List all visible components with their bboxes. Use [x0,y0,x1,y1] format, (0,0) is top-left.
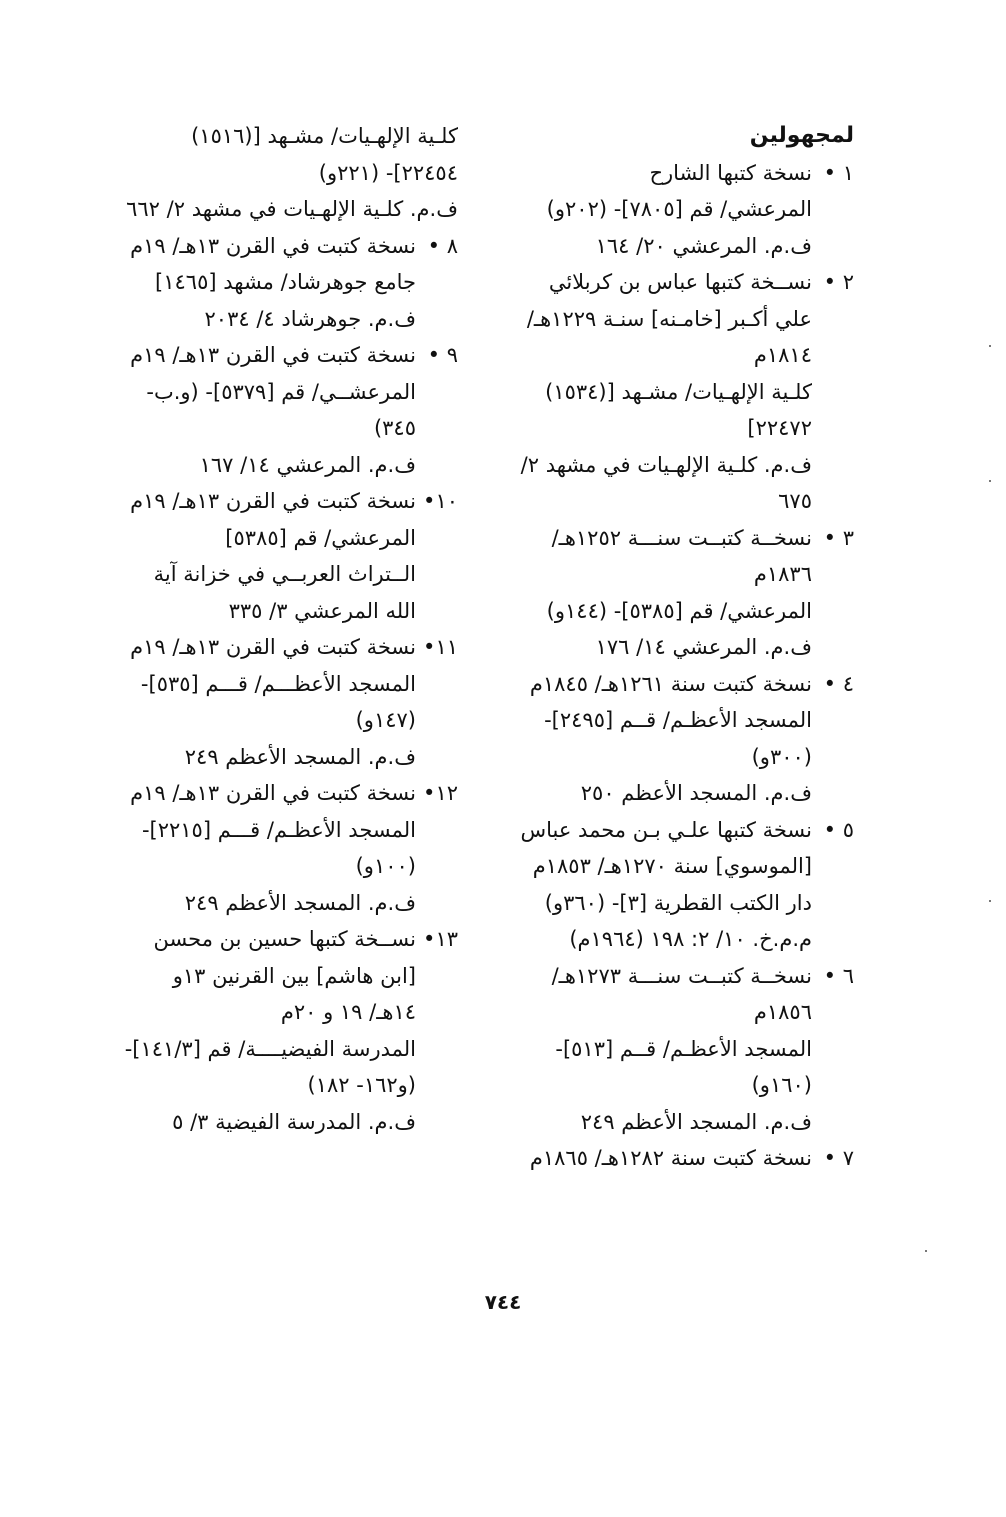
entry-description: نسخة كتبت في القرن ١٣هـ/ ١٩م [130,233,416,258]
entry-source: ف.م. جوهرشاد ٤/ ٢٠٣٤ [204,306,416,331]
entry-number: ٨ • [427,233,458,258]
manuscript-entry [506,155,854,265]
entry-description: نسخــة كتبــت سنـــة ١٢٧٣هـ/ ١٨٥٦م [551,963,812,1024]
entry-source: المسجد الأعظـم/ قــم [٥١٣]- (١٦٠و) [555,1036,812,1097]
left-column-continuation [123,118,458,228]
scan-speck [925,1250,927,1252]
entry-source: المسجد الأعظـــم/ قـــم [٥٣٥]- (١٤٧و) [140,671,416,732]
entry-source: ف.م. المدرسة الفيضية ٣/ ٥ [172,1109,416,1134]
entry-source: المسجد الأعظـم/ قـــم [٢٢١٥]- (١٠٠و) [141,817,416,878]
entry-source: الــتراث العربــي في خزانة آية الله المرعشي ٣/ ٣٣٥ [153,562,416,623]
entry-source: ف.م. المرعشي ١٤/ ١٦٧ [199,452,416,477]
entry-source: المرعشي/ قم [٥٣٨٥]- (١٤٤و) [546,598,812,623]
left-column [123,118,458,1140]
entry-source: ف.م. المسجد الأعظم ٢٤٩ [184,890,416,915]
manuscript-entry [123,921,458,1140]
entry-description: نســخة كتبها حسين بن محسن [ابن هاشم] بين القرنين ١٣و ١٤هـ/ ١٩ و ٢٠م [153,927,416,1024]
entry-description: نسخة كتبت سنة ١٢٨٢هـ/ ١٨٦٥م [529,1146,812,1170]
manuscript-entry [123,228,458,338]
entry-description: نسخة كتبها علـي بـن محمد عباس [الموسوي] سنة ١٢٧٠هـ/ ١٨٥٣م [520,817,812,878]
entry-source: المسجد الأعظـم/ قــم [٢٤٩٥]- (٣٠٠و) [544,708,812,769]
entry-number: ١٢• [423,781,458,805]
entry-number: ١ • [823,160,854,185]
entry-description: نســخة كتبها عباس بن كربلائي علي أكـبر [خامـنه] سنـة ١٢٢٩هـ/ ١٨١٤م [526,270,812,367]
entry-number: ٣ • [823,525,854,550]
manuscript-entry [123,775,458,921]
entry-source: المرعشــي/ قم [٥٣٧٩]- (و.ب- ٣٤٥) [146,379,416,440]
entry-description: نسخة كتبت في القرن ١٣هـ/ ١٩م [130,489,416,513]
entry-description: نسخة كتبت في القرن ١٣هـ/ ١٩م [130,781,416,805]
entry-source: ف.م. كلـية الإلهـيات في مشهد ٢/ ٦٧٥ [520,452,812,513]
manuscript-entry [506,958,854,1141]
entry-source: المرعشي/ قم [٥٣٨٥] [225,525,416,550]
entry-number: ٥ • [823,817,854,842]
entry-number: ١٣• [423,927,458,951]
entry-number: ١٠• [423,489,458,513]
entry-source: المرعشي/ قم [٧٨٠٥]- (٢٠٢و) [546,197,812,221]
section-heading: لمجهولين [749,123,854,148]
entry-source: ف.م. المرعشي ٢٠/ ١٦٤ [595,233,812,258]
manuscript-entry [506,1140,854,1177]
manuscript-entry [506,264,854,520]
scan-speck [989,345,991,347]
entry-description: نسخة كتبت في القرن ١٣هـ/ ١٩م [130,635,416,659]
entry-number: ١١• [423,635,458,659]
entry-number: ٧ • [823,1146,854,1170]
page-number: ٧٤٤ [484,1290,522,1314]
entry-source: م.م.خ. ١٠/ ٢: ١٩٨ (١٩٦٤م) [569,927,812,951]
continuation-line: كلـية الإلهـيات/ مشـهد [(١٥١٦) ٢٢٤٥٤]- (٢٢١و) [191,124,458,185]
entry-source: المدرسة الفيضيــــة/ قم [١٤١/٣]- (و١٦٢- ١٨٢) [124,1036,416,1097]
entry-number: ٦ • [823,963,854,988]
entry-source: جامع جوهرشاد/ مشهد [١٤٦٥] [155,270,416,294]
entry-number: ٢ • [823,270,854,294]
manuscript-entry [123,629,458,775]
manuscript-entry [123,337,458,483]
scan-speck [989,900,991,902]
entry-source: ف.م. المسجد الأعظم ٢٥٠ [580,781,812,805]
scan-speck [989,480,991,482]
entry-number: ٩ • [427,343,458,367]
manuscript-entry [123,483,458,629]
manuscript-entry [506,520,854,666]
right-entries [506,155,854,1177]
entry-number: ٤ • [823,671,854,696]
entry-source: كلـية الإلهـيات/ مشـهد [(١٥٣٤) ٢٢٤٧٢] [545,379,812,440]
entry-description: نسخة كتبت سنة ١٢٦١هـ/ ١٨٤٥م [529,671,812,696]
continuation-line: ف.م. كلـية الإلهـيات في مشهد ٢/ ٦٦٢ [126,197,458,221]
entry-source: ف.م. المسجد الأعظم ٢٤٩ [184,744,416,769]
entry-source: ف.م. المرعشي ١٤/ ١٧٦ [595,635,812,659]
manuscript-entry [506,812,854,958]
entry-source: ف.م. المسجد الأعظم ٢٤٩ [580,1109,812,1134]
entry-description: نسخة كتبها الشارح [649,160,812,185]
manuscript-entry [506,666,854,812]
entry-source: دار الكتب القطرية [٣]- (٣٦٠و) [544,890,812,915]
entry-description: نسخة كتبت في القرن ١٣هـ/ ١٩م [130,343,416,367]
entry-description: نسخــة كتبــت سنـــة ١٢٥٢هـ/ ١٨٣٦م [551,525,812,586]
right-column [506,118,854,1177]
left-entries [123,228,458,1141]
